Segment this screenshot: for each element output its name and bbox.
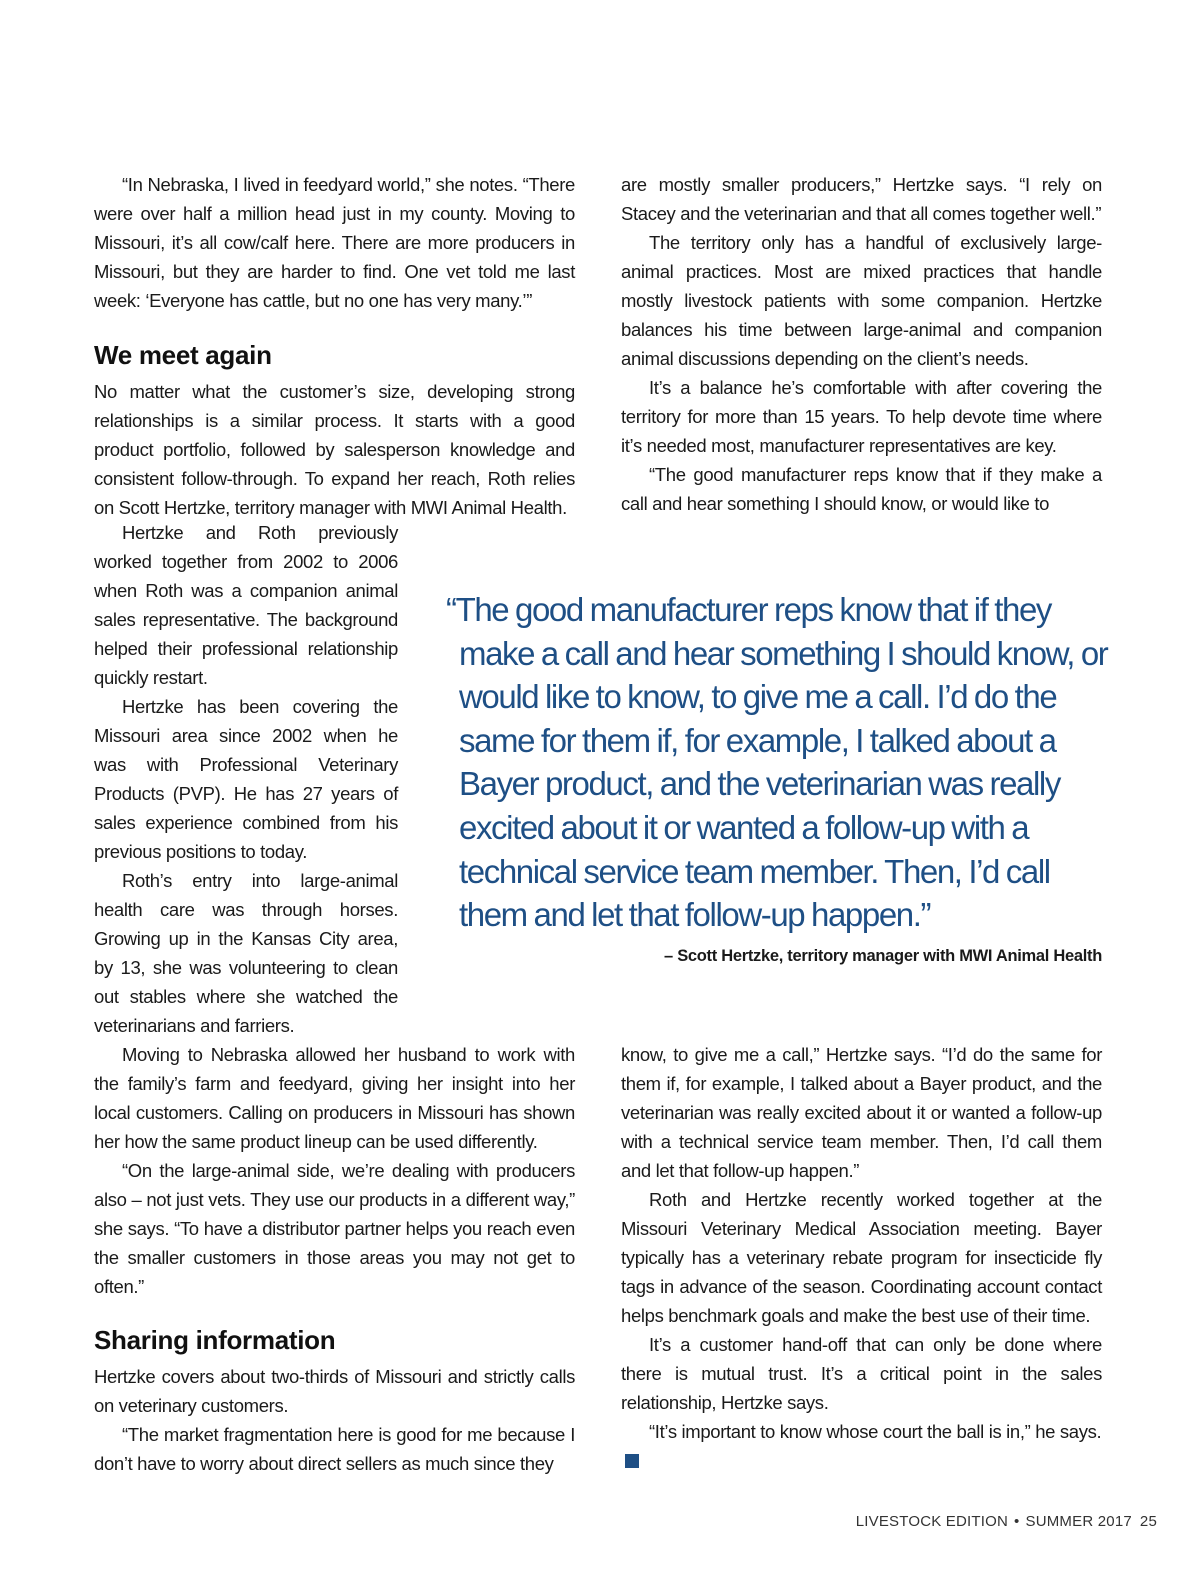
section-heading-we-meet-again: We meet again — [94, 340, 272, 370]
body-paragraph: Hertzke and Roth previously worked together from 2002 to 2006 when Roth was a companion animal sales representative. The background helped their professional relationship quickly restart. — [94, 522, 398, 688]
body-paragraph: It’s a balance he’s comfortable with after covering the territory for more than 15 years. To help devote time where it’s needed most, manufacturer representatives are key. — [621, 377, 1102, 456]
section-heading-sharing-information: Sharing information — [94, 1325, 336, 1355]
footer-issue: SUMMER 2017 — [1025, 1513, 1132, 1530]
body-paragraph: It’s a customer hand-off that can only be done where there is mutual trust. It’s a critical point in the sales relationship, Hertzke says. — [621, 1334, 1102, 1413]
end-of-article-square-icon — [625, 1454, 639, 1468]
body-paragraph: The territory only has a handful of exclusively large-animal practices. Most are mixed practices that handle mostly livestock patients with some companion. Hertzke balances his time between large-animal and companion animal discussions depending on the client’s needs. — [621, 232, 1102, 369]
body-paragraph: Hertzke has been covering the Missouri area since 2002 when he was with Professional Veterinary Products (PVP). He has 27 years of sales experience combined from his previous positions to today. — [94, 696, 398, 862]
left-column-top — [94, 170, 575, 522]
body-paragraph: know, to give me a call,” Hertzke says. “I’d do the same for them if, for example, I talked about a Bayer product, and the veterinarian was really excited about it or wanted a follow-up with a technical service team member. Then, I’d call them and let that follow-up happen.” — [621, 1044, 1102, 1181]
left-column-bottom — [94, 1040, 575, 1478]
footer-publication: LIVESTOCK EDITION — [855, 1513, 1009, 1530]
body-paragraph: No matter what the customer’s size, developing strong relationships is a similar process. It starts with a good product portfolio, followed by salesperson knowledge and consistent follow-through. To expand her reach, Roth relies on Scott Hertzke, territory manager with MWI Animal Health. — [94, 381, 575, 518]
pull-quote: “The good manufacturer reps know that if they make a call and hear something I should know, or would like to know, to give me a call. I’d do the same for them if, for example, I talked about a Bayer product, and the veterinarian was really excited about it or wanted a follow-up with a technical service team member. Then, I’d call them and let that follow-up happen.” — [446, 591, 1108, 934]
page-number: 25 — [1139, 1513, 1157, 1530]
page-footer — [856, 1513, 1157, 1530]
body-paragraph: Roth and Hertzke recently worked together at the Missouri Veterinary Medical Association meeting. Bayer typically has a veterinary rebate program for insecticide fly tags in advance of the season. Coordinating account contact helps benchmark goals and make the best use of their time. — [621, 1189, 1102, 1326]
right-column-top — [621, 170, 1102, 518]
body-paragraph-final — [621, 1417, 1102, 1475]
bullet-separator-icon: • — [1014, 1513, 1020, 1530]
body-paragraph: Roth’s entry into large-animal health care was through horses. Growing up in the Kansas City area, by 13, she was volunteering to clean out stables where she watched the veterinarians and farriers. — [94, 870, 398, 1036]
body-paragraph: “In Nebraska, I lived in feedyard world,” she notes. “There were over half a million head just in my county. Moving to Missouri, it’s all cow/calf here. There are more producers in Missouri, but they are harder to find. One vet told me last week: ‘Everyone has cattle, but no one has very many.’” — [94, 174, 575, 311]
body-paragraph: “On the large-animal side, we’re dealing with producers also – not just vets. They use our products in a different way,” she says. “To have a distributor partner helps you reach even the smaller customers in those areas you may not get to often.” — [94, 1160, 575, 1297]
body-paragraph: Hertzke covers about two-thirds of Missouri and strictly calls on veterinary customers. — [94, 1366, 575, 1416]
right-column-bottom — [621, 1040, 1102, 1475]
pull-quote-attribution: – Scott Hertzke, territory manager with MWI Animal Health — [664, 947, 1102, 965]
body-paragraph: “The market fragmentation here is good for me because I don’t have to worry about direct sellers as much since they — [94, 1424, 575, 1474]
body-paragraph: are mostly smaller producers,” Hertzke says. “I rely on Stacey and the veterinarian and that all comes together well.” — [621, 174, 1102, 224]
left-column-narrow — [94, 518, 398, 1040]
body-paragraph: “The good manufacturer reps know that if they make a call and hear something I should know, or would like to — [621, 464, 1102, 514]
body-paragraph: Moving to Nebraska allowed her husband to work with the family’s farm and feedyard, giving her insight into her local customers. Calling on producers in Missouri has shown her how the same product lineup can be used differently. — [94, 1044, 575, 1152]
final-sentence: “It’s important to know whose court the ball is in,” he says. — [649, 1421, 1102, 1442]
